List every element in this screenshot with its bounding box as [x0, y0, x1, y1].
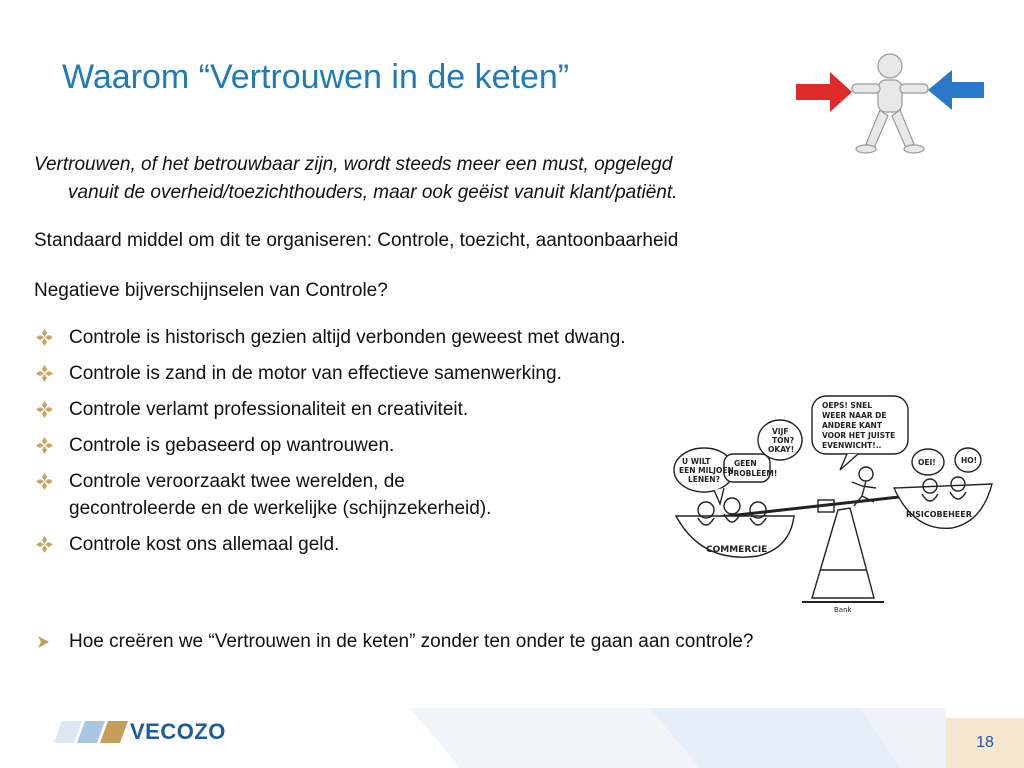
cartoon-bubble-lend-line: EEN MILJOEN [679, 466, 734, 475]
logo-bars [58, 721, 124, 743]
cartoon-bubble-vijf-line: OKAY! [768, 445, 795, 454]
red-arrow-icon [796, 72, 852, 112]
cartoon-bubble-geen-line: GEEN [734, 459, 757, 468]
cartoon-bubble-lend-line: U WILT [682, 457, 711, 466]
negative-effects-heading: Negatieve bijverschijnselen van Controle? [34, 280, 388, 301]
cartoon-bubble-geen-line: PROBLEEM! [728, 469, 778, 478]
list-item: Controle is historisch gezien altijd verbonden geweest met dwang. [34, 326, 626, 349]
cartoon-label-commercie: COMMERCIE [706, 545, 768, 555]
list-item: Controle kost ons allemaal geld. [34, 533, 626, 556]
diamond-bullet-icon [36, 401, 53, 418]
blue-arrow-icon [928, 70, 984, 110]
page-number: 18 [946, 718, 1024, 768]
cartoon-bubble-top-line: WEER NAAR DE [822, 411, 887, 420]
cartoon-bubble-ho: HO! [961, 456, 978, 465]
list-item: Controle is gebaseerd op wantrouwen. [34, 434, 626, 457]
list-item: Controle is zand in de motor van effectieve samenwerking. [34, 362, 626, 385]
cartoon-label-bank: Bank [834, 606, 852, 614]
closing-question: Hoe creëren we “Vertrouwen in de keten” zonder ten onder te gaan aan controle? [34, 631, 753, 653]
diamond-bullet-icon [36, 536, 53, 553]
cartoon-bubble-lend-line: LENEN? [688, 475, 720, 484]
cartoon-label-risicobeheer: RISICOBEHEER [906, 510, 972, 519]
tug-figure-illustration [790, 52, 990, 157]
bullet-list [34, 326, 626, 569]
diamond-bullet-icon [36, 473, 53, 490]
logo-bar [100, 721, 128, 743]
diamond-bullet-icon [36, 329, 53, 346]
balance-scale-cartoon [662, 392, 1002, 614]
cartoon-bubble-vijf-line: VIJF [772, 427, 789, 436]
arrow-bullet-icon [36, 635, 50, 649]
cartoon-bubble-top-line: OEPS! SNEL [822, 401, 873, 410]
standard-means-text: Standaard middel om dit te organiseren: Controle, toezicht, aantoonbaarheid [34, 230, 679, 251]
diamond-bullet-icon [36, 365, 53, 382]
cartoon-bubble-top-line: VOOR HET JUISTE [822, 431, 896, 440]
intro-paragraph [34, 151, 904, 207]
list-item: Controle veroorzaakt twee werelden, de [34, 470, 626, 493]
figure-icon [852, 54, 928, 153]
slide-title: Waarom “Vertrouwen in de keten” [62, 58, 570, 96]
intro-line-1: Vertrouwen, of het betrouwbaar zijn, wordt steeds meer een must, opgelegd [34, 154, 673, 175]
vecozo-logo [58, 720, 226, 744]
cartoon-bubble-vijf-line: TON? [772, 436, 795, 445]
cartoon-bubble-oei: OEI! [918, 458, 936, 467]
intro-line-2: vanuit de overheid/toezichthouders, maar ook geëist vanuit klant/patiënt. [68, 182, 678, 203]
diamond-bullet-icon [36, 437, 53, 454]
cartoon-bubble-top-line: EVENWICHT!.. [822, 441, 882, 450]
cartoon-bubble-top-line: ANDERE KANT [822, 421, 882, 430]
list-item: Controle verlamt professionaliteit en creativiteit. [34, 398, 626, 421]
list-item-continuation: gecontroleerde en de werkelijke (schijnzekerheid). [69, 498, 492, 519]
logo-word: VECOZO [130, 719, 226, 744]
